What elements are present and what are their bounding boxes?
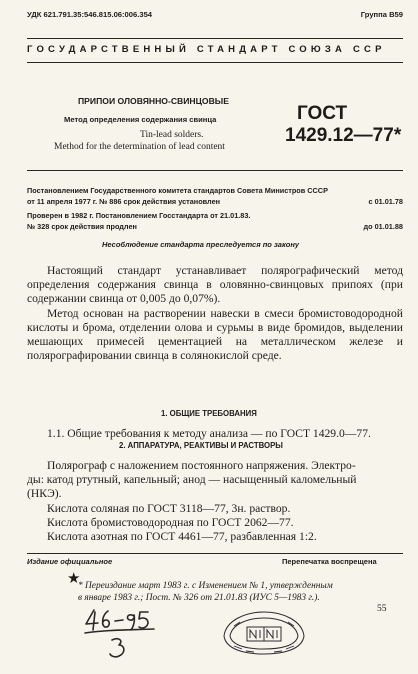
standard-heading: ГОСУДАРСТВЕННЫЙ СТАНДАРТ СОЮЗА ССР <box>27 44 386 55</box>
reprint-prohibited: Перепечатка воспрещена <box>282 557 377 566</box>
header-rule-top <box>27 38 403 39</box>
header-rule-bottom <box>27 62 403 63</box>
section-1-heading: 1. ОБЩИЕ ТРЕБОВАНИЯ <box>161 409 257 418</box>
footer-rule <box>27 553 403 554</box>
intro-paragraph-1: Настоящий стандарт устанавливает полярографический метод определения содержания свинца в оловянно-свинцовых припоях (при содержании свинца от 0,005 до 0,07%). <box>27 264 403 306</box>
title-rule <box>27 170 403 171</box>
section-2-line-2: ды: катод ртутный, капельный; анод — насыщенный каломельный <box>27 473 357 487</box>
decree-line-2-text: от 11 апреля 1977 г. № 886 срок действия установлен <box>27 197 221 206</box>
title-ru: ПРИПОИ ОЛОВЯННО-СВИНЦОВЫЕ <box>78 96 229 106</box>
decree-line-4 <box>27 221 403 232</box>
footnote-line-2: в январе 1983 г.; Пост. № 326 от 21.01.83 (ИУС 5—1983 г.). <box>78 593 320 603</box>
footnote-line-1: * Переиздание март 1983 г. с Изменением № 1, утвержденным <box>78 581 333 591</box>
decree-line-3: Проверен в 1982 г. Постановлением Госстандарта от 21.01.83. <box>27 211 251 220</box>
section-2-heading: 2. АППАРАТУРА, РЕАКТИВЫ И РАСТВОРЫ <box>119 441 283 450</box>
gost-number: 1429.12—77* <box>285 125 402 146</box>
stamp-drawing <box>216 608 312 658</box>
handwriting-drawing <box>82 607 162 665</box>
official-edition: Издание официальное <box>27 557 113 566</box>
section-2-line-4: Кислота соляная по ГОСТ 3118—77, 3н. раствор. <box>47 501 291 515</box>
law-notice: Несоблюдение стандарта преследуется по закону <box>102 240 300 249</box>
subtitle-ru: Метод определения содержания свинца <box>64 115 217 124</box>
intro-paragraph-2: Метод основан на растворении навески в смеси бромистоводородной кислоты и брома, отделении олова и сурьмы в виде бромидов, выделении мешающих примесей цементацией на металлическом железе и полярографировании свинца в солянокислой среде. <box>27 306 403 363</box>
gost-designation <box>285 103 402 147</box>
page-number: 55 <box>377 604 387 614</box>
intro-text <box>27 264 403 363</box>
gost-label: ГОСТ <box>297 103 348 124</box>
decree-block <box>27 185 403 232</box>
title-en: Tin-lead solders. <box>140 130 204 140</box>
decree-line-2 <box>27 196 403 207</box>
section-2-line-6: Кислота азотная по ГОСТ 4461—77, разбавленная 1:2. <box>47 530 317 544</box>
section-2-body <box>27 459 403 544</box>
section-2-line-5: Кислота бромистоводородная по ГОСТ 2062—77. <box>47 515 294 529</box>
subtitle-en: Method for the determination of lead content <box>54 142 225 152</box>
decree-line-4-text: № 328 срок действия продлен <box>27 222 137 231</box>
group-code: Группа В59 <box>360 10 403 19</box>
decree-line-1: Постановлением Государственного комитета стандартов Совета Министров СССР <box>27 186 328 195</box>
extended-date: до 01.01.88 <box>363 222 403 231</box>
library-stamp <box>216 608 312 663</box>
section-2-line-3: (НКЭ). <box>27 487 62 501</box>
section-1-body <box>27 427 403 441</box>
handwritten-number <box>82 607 162 670</box>
section-2-line-1: Полярограф с наложением постоянного напряжения. Электро- <box>47 459 356 472</box>
effective-date: с 01.01.78 <box>368 197 403 206</box>
udk-code: УДК 621.791.35:546.815.06:006.354 <box>27 10 153 19</box>
footnote <box>78 580 333 604</box>
section-1-paragraph: 1.1. Общие требования к методу анализа — по ГОСТ 1429.0—77. <box>47 427 371 440</box>
star-icon: ★ <box>67 571 81 587</box>
